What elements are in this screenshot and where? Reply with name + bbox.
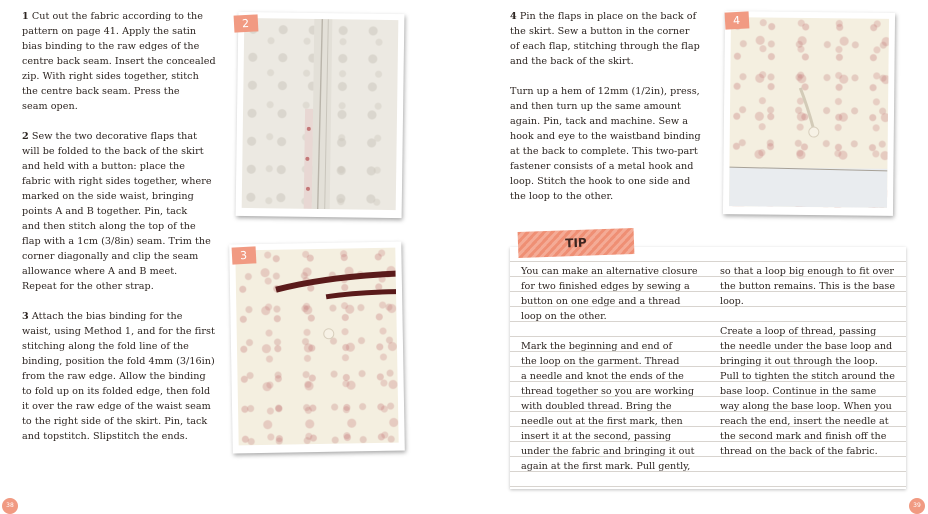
waist-binding-image xyxy=(235,248,398,446)
step-4-number: 4 xyxy=(510,11,517,22)
step-1-number: 1 xyxy=(22,11,29,22)
photo-4-tag: 4 xyxy=(725,11,750,29)
page-number-right: 39 xyxy=(909,498,925,514)
zip-seam-image xyxy=(242,18,399,210)
step-4-text: Pin the flaps in place on the back of the skirt. Sew a button in the corner of each flap, stitching through the flap and the back of the skirt. xyxy=(510,11,700,67)
step-1 xyxy=(22,9,222,114)
tip-column-2: so that a loop big enough to fit over the button remains. This is the base loop. Create a loop of thread, passing the needle under the base loop and bringing it out through the loop. Pull to tighten the stitch around the base loop. Continue in the same way along the base loop. When you reach the end, insert the needle at the second mark and finish off the thread on the back of the fabric. xyxy=(720,266,896,457)
hem-instructions: Turn up a hem of 12mm (1/2in), press, and then turn up the same amount again. Pin, tack and machine. Sew a hook and eye to the waistband binding at the back to complete. This two-part fastener consists of a metal hook and loop. Stitch the hook to one side and the loop to the other. xyxy=(510,86,701,202)
step-2-text: Sew the two decorative flaps that will be folded to the back of the skirt and held with a button: place the fabric with right sides together, where marked on the side waist, bringing points A and B together. Pin, tack and then stitch along the top of the flap with a 1cm (3/8in) seam. Trim the corner diagonally and clip the seam allowance where A and B meet. Repeat for the other strap. xyxy=(22,131,212,292)
step-3-number: 3 xyxy=(22,311,29,322)
photo-step-3 xyxy=(229,242,405,454)
photo-3-tag: 3 xyxy=(232,246,257,264)
step-2-number: 2 xyxy=(22,131,29,142)
step-1-text: Cut out the fabric according to the pattern on page 41. Apply the satin bias binding to the raw edges of the centre back seam. Insert the concealed zip. With right sides together, stitch the centre back seam. Press the seam open. xyxy=(22,11,216,112)
tip-label: TIP xyxy=(518,228,635,258)
flap-button-image xyxy=(729,17,889,208)
tip-column-1: You can make an alternative closure for two finished edges by sewing a button on one edge and a thread loop on the other. Mark the beginning and end of the loop on the garment. Thread a needle and knot the ends of the thread together so you are working with doubled thread. Bring the needle out at the first mark, then insert it at the second, passing under the fabric and bringing it out again at the first mark. Pull gently, xyxy=(521,266,698,472)
waist-binding-drawing xyxy=(235,248,398,446)
zip-seam-drawing xyxy=(242,18,399,210)
step-3 xyxy=(22,309,222,444)
photo-2-tag: 2 xyxy=(234,14,259,32)
step-3-text: Attach the bias binding for the waist, using Method 1, and for the first stitching along the fold line of the binding, position the fold 4mm (3/16in) from the raw edge. Allow the binding to fold up on its folded edge, then fold it over the raw edge of the waist seam to the right side of the skirt. Pin, tack and topstitch. Slipstitch the ends. xyxy=(22,311,215,442)
page-number-left: 38 xyxy=(2,498,18,514)
photo-step-2 xyxy=(236,12,405,218)
step-2 xyxy=(22,129,222,294)
photo-step-4 xyxy=(723,11,895,216)
step-4 xyxy=(510,9,710,69)
flap-button-drawing xyxy=(729,17,889,208)
